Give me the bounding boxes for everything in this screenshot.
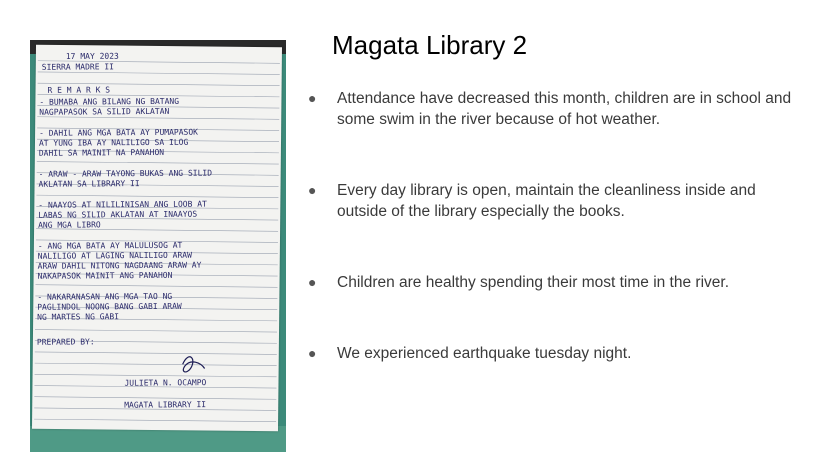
handwritten-line: - DAHIL ANG MGA BATA AY PUMAPASOK: [39, 127, 199, 138]
paper-drawing: [32, 45, 282, 432]
ruled-line: [36, 195, 278, 198]
handwritten-heading: R E M A R K S: [47, 85, 111, 95]
handwritten-report-photo: [30, 40, 286, 452]
bullet-dot: ●: [308, 90, 317, 106]
handwritten-place: SIERRA MADRE II: [41, 62, 115, 72]
handwritten-line: ANG MGA LIBRO: [38, 220, 101, 230]
ruled-line: [35, 363, 277, 366]
handwritten-line: DAHIL SA MAINIT NA PANAHON: [38, 147, 165, 158]
handwritten-line: - BUMABA ANG BILANG NG BATANG: [39, 96, 180, 107]
ruled-line: [35, 330, 277, 333]
handwritten-signature-title: MAGATA LIBRARY II: [124, 400, 207, 410]
handwritten-line: AT YUNG IBA AY NALILIGO SA ILOG: [38, 137, 189, 148]
slide-title: Magata Library 2: [332, 30, 528, 60]
bullet-text: Children are healthy spending their most time in the river.: [337, 274, 730, 291]
handwritten-line: PAGLINDOL NOONG BANG GABI ARAW: [37, 301, 182, 312]
ruled-line: [37, 162, 279, 165]
handwritten-line: ARAW DAHIL NITONG NAGDAANG ARAW AY: [37, 260, 202, 271]
handwritten-line: LABAS NG SILID AKLATAN AT INAAYOS: [38, 209, 198, 220]
ruled-line: [36, 285, 278, 288]
handwritten-line: - ARAW - ARAW TAYONG BUKAS ANG SILID: [38, 168, 213, 179]
bullet-dot: ●: [308, 182, 317, 198]
ruled-paper: [32, 45, 282, 432]
bullet-item: [308, 272, 808, 293]
ruled-line: [34, 397, 276, 400]
handwritten-line: NAKAPASOK MAINIT ANG PANAHON: [37, 270, 173, 281]
handwritten-signature-name: JULIETA N. OCAMPO: [124, 378, 207, 388]
bullet-dot: ●: [308, 345, 317, 361]
handwritten-line: NG MARTES NG GABI: [37, 312, 120, 322]
bullet-item: [308, 180, 808, 222]
bullet-text: We experienced earthquake tuesday night.: [337, 345, 632, 362]
handwritten-line: - NAAYOS AT NILILINISAN ANG LOOB AT: [38, 199, 207, 210]
bullet-text: Attendance have decreased this month, children are in school and some swim in the river because of hot weather.: [337, 90, 792, 128]
bullet-item: [308, 343, 808, 364]
handwritten-prepared-by: PREPARED BY:: [36, 337, 95, 347]
ruled-line: [34, 419, 276, 422]
handwritten-line: - ANG MGA BATA AY MALULUSOG AT: [37, 240, 183, 251]
ruled-line: [38, 72, 280, 75]
handwritten-line: AKLATAN SA LIBRARY II: [38, 179, 140, 189]
handwritten-date: 17 MAY 2023: [65, 51, 119, 62]
ruled-line: [35, 374, 277, 377]
handwritten-line: NALILIGO AT LAGING NALILIGO ARAW: [37, 250, 192, 261]
handwritten-line: - NAKARANASAN ANG MGA TAO NG: [37, 291, 173, 302]
handwritten-line: NAGPAPASOK SA SILID AKLATAN: [39, 106, 170, 117]
bullet-text: Every day library is open, maintain the cleanliness inside and outside of the library especially the books.: [337, 182, 756, 220]
bullet-item: [308, 88, 808, 130]
ruled-line: [35, 352, 277, 355]
bullet-dot: ●: [308, 274, 317, 290]
ruled-line: [37, 117, 279, 120]
signature-scribble: [183, 357, 205, 372]
